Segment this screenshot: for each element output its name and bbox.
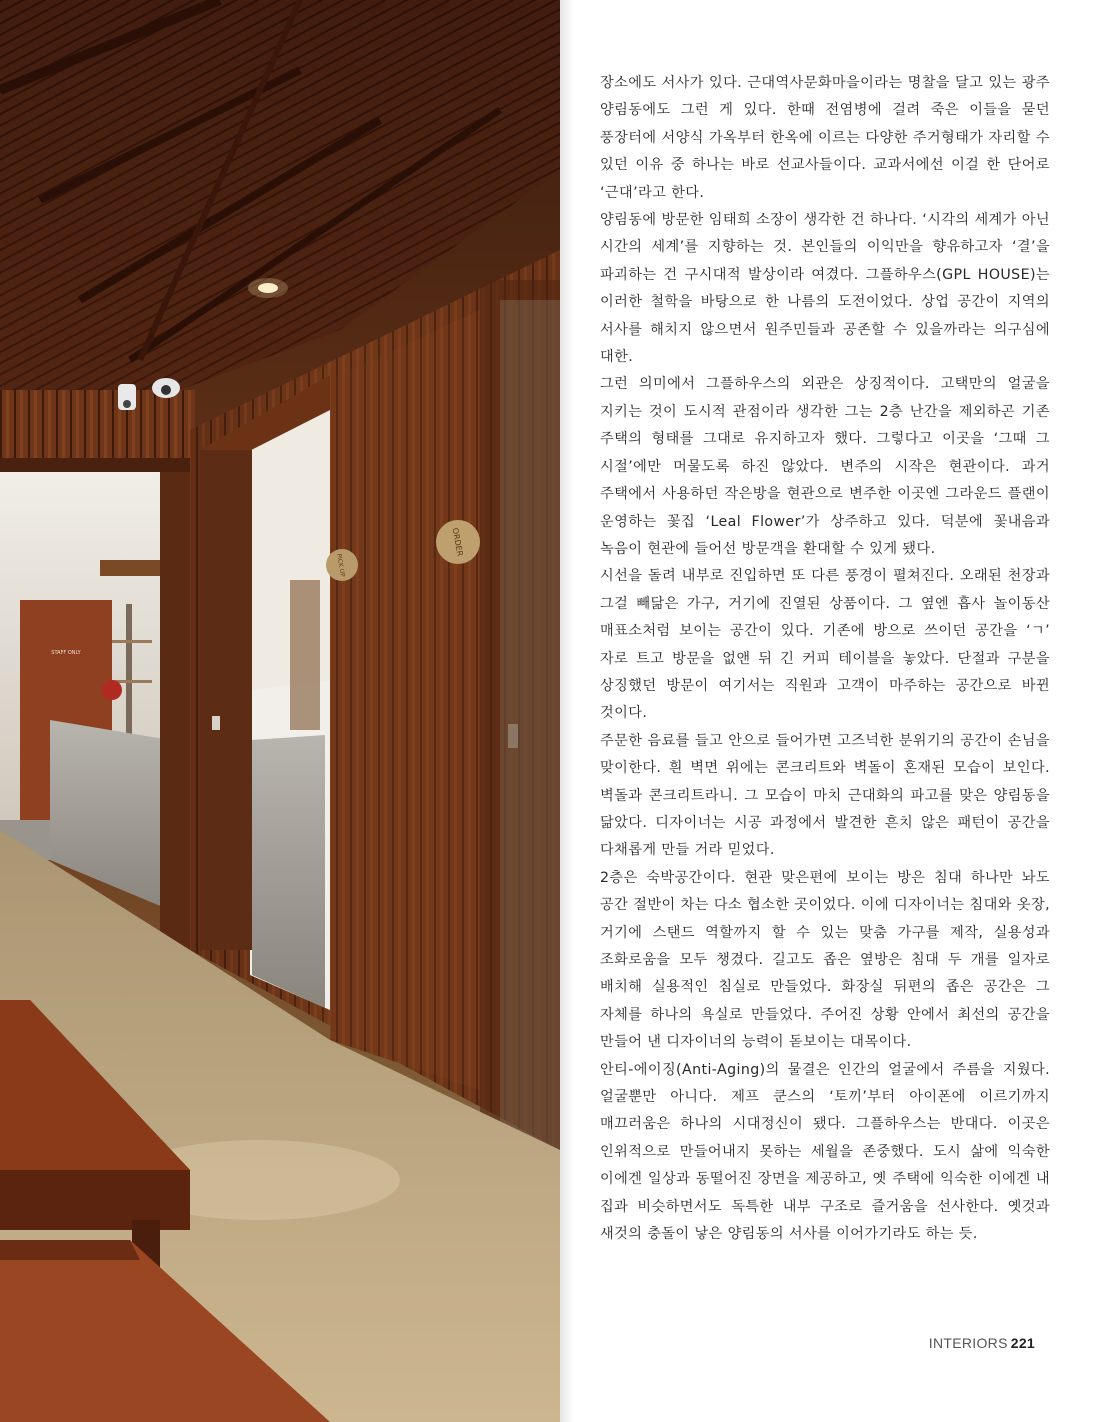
page-number: 221	[1010, 1335, 1035, 1351]
svg-text:ORDER: ORDER	[450, 527, 465, 557]
paragraph: 주문한 음료를 들고 안으로 들어가면 고즈넉한 분위기의 공간이 손님을 맞이한다. 흰 벽면 위에는 콘크리트와 벽돌이 혼재된 모습이 보인다. 벽돌과 콘크리트라니. 그 모습이 마치 근대화의 파고를 맞은 양림동을 닮았다. 디자이너는 시공 과정에서 발견한 흔치 않은 패턴이 공간을 다채롭게 만들 거라 믿었다.	[600, 732, 1050, 859]
paragraph: 2층은 숙박공간이다. 현관 맞은편에 보이는 방은 침대 하나만 놔도 공간 절반이 차는 다소 협소한 곳이었다. 이에 디자이너는 침대와 옷장, 거기에 스탠드 역할까지 할 수 있는 맞춤 가구를 제작, 실용성과 조화로움을 모두 챙겼다. 길고도 좁은 옆방은 침대 두 개를 일자로 배치해 실용적인 침실로 만들었다. 화장실 뒤편의 좁은 공간은 그 자체를 하나의 욕실로 만들었다. 주어진 상황 안에서 최선의 공간을 만들어 낸 디자이너의 능력이 돋보이는 대목이다.	[600, 869, 1050, 1051]
paragraph: 그런 의미에서 그플하우스의 외관은 상징적이다. 고택만의 얼굴을 지키는 것이 도시적 관점이라 생각한 그는 2층 난간을 제외하곤 기존 주택의 형태를 그대로 유지하고자 했다. 그렇다고 이곳을 ‘그때 그 시절’에만 머물도록 하진 않았다. 변주의 시작은 현관이다. 과거 주택에서 사용하던 작은방을 현관으로 변주한 이곳엔 그라운드 플랜이 운영하는 꽃집 ‘Leal Flower’가 상주하고 있다. 덕분에 꽃내음과 녹음이 현관에 들어선 방문객을 환대할 수 있게 됐다.	[600, 376, 1050, 557]
staff-only-sign: STAFF ONLY	[51, 650, 81, 656]
svg-text:PICK UP: PICK UP	[335, 553, 347, 578]
paragraph: 시선을 돌려 내부로 진입하면 또 다른 풍경이 펼쳐진다. 오래된 천장과 그걸 빼닮은 가구, 거기에 진열된 상품이다. 그 옆엔 흡사 놀이동산 매표소처럼 보이는 공간이 있다. 기존에 방으로 쓰이던 공간을 ‘ㄱ’ 자로 트고 방문을 없앤 뒤 긴 커피 테이블을 놓았다. 단절과 구분을 상징했던 방문이 여기서는 직원과 고객이 마주하는 공간으로 바뀐 것이다.	[600, 568, 1050, 722]
paragraph: 안티-에이징(Anti-Aging)의 물결은 인간의 얼굴에서 주름을 지웠다. 얼굴뿐만 아니다. 제프 쿤스의 ‘토끼’부터 아이폰에 이르기까지 매끄러움은 하나의 시대정신이 됐다. 그플하우스는 반대다. 이곳은 인위적으로 만들어내지 못하는 세월을 존중했다. 도시 삶에 익숙한 이에겐 일상과 동떨어진 장면을 제공하고, 옛 주택에 익숙한 이에겐 내 집과 비슷하면서도 독특한 내부 구조로 즐거움을 선사한다. 옛것과 새것의 충돌이 낳은 양림동의 서사를 이어가기라도 하는 듯.	[600, 1061, 1050, 1243]
pickup-sign	[326, 549, 358, 581]
cctv-camera-icon	[118, 384, 136, 410]
page-folio	[929, 1335, 1035, 1351]
cctv-camera-icon	[152, 378, 180, 398]
gutter-shadow	[560, 0, 574, 1422]
paragraph: 장소에도 서사가 있다. 근대역사문화마을이라는 명찰을 달고 있는 광주 양림동에도 그런 게 있다. 한때 전염병에 걸려 죽은 이들을 묻던 풍장터에 서양식 가옥부터 한옥에 이르는 다양한 주거형태가 자리할 수 있던 이유 중 하나는 바로 선교사들이다. 교과서에선 이걸 한 단어로 ‘근대’라고 한다.	[600, 75, 1050, 201]
paragraph: 양림동에 방문한 임태희 소장이 생각한 건 하나다. ‘시각의 세계가 아닌 시간의 세계’를 지향하는 것. 본인들의 이익만을 향유하고자 ‘결’을 파괴하는 건 구시대적 발상이라 여겼다. 그플하우스(GPL HOUSE)는 이러한 철학을 바탕으로 한 나름의 도전이었다. 상업 공간이 지역의 서사를 해치지 않으면서 원주민들과 공존할 수 있을까라는 의구심에 대한.	[600, 212, 1050, 366]
magazine-name: INTERIORS	[928, 1335, 1008, 1351]
article-body	[600, 70, 1050, 1360]
order-sign	[436, 520, 480, 564]
